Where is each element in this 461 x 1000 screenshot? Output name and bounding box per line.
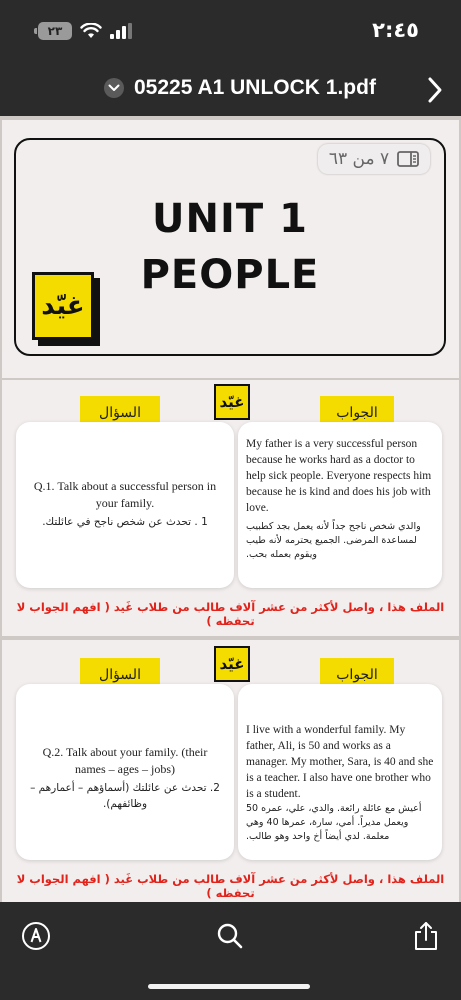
- brand-logo: غيّد: [214, 646, 250, 682]
- question-card: [16, 422, 234, 588]
- markup-button[interactable]: [16, 916, 56, 956]
- status-time: ٢:٤٥: [372, 18, 419, 42]
- answer-label: الجواب: [320, 396, 394, 430]
- notice-text: الملف هذا ، واصل لأكثر من عشر آلاف طالب من طلاب غَيد ( افهم الجواب لا تحفظه ): [16, 600, 445, 628]
- sidebar-icon: [397, 151, 419, 167]
- wifi-icon: [80, 23, 102, 39]
- document-title[interactable]: 05225 A1 UNLOCK 1.pdf: [134, 76, 376, 99]
- question-label: السؤال: [80, 396, 160, 430]
- answer-text-en: I live with a wonderful family. My father, Ali, is 50 and works as a manager. My mother, Sara, is 40 and she is a teacher. I also have one brother who is a student.: [246, 724, 434, 800]
- chevron-down-icon[interactable]: [104, 78, 124, 98]
- pdf-page-q2: [2, 640, 459, 902]
- answer-label: الجواب: [320, 658, 394, 692]
- markup-icon: [21, 921, 51, 951]
- chevron-right-icon: [427, 76, 443, 104]
- page-indicator[interactable]: [318, 144, 430, 174]
- title-bar: [0, 64, 461, 116]
- answer-text-ar: والدي شخص ناجح جداً لأنه يعمل بجد كطبيب لمساعدة المرضى. الجميع يحترمه لأنه طيب ويقوم بعمله بحب.: [246, 521, 421, 560]
- status-bar: [0, 0, 461, 64]
- answer-card: [238, 422, 442, 588]
- cover-frame: [14, 138, 446, 356]
- answer-text-ar: أعيش مع عائلة رائعة. والدي، علي، عمره 50 ويعمل مديراً. أمي، سارة، عمرها 40 وهي معلمة. لدي أيضاً أخ واحد وهو طالب.: [246, 803, 422, 842]
- unit-subtitle: PEOPLE: [140, 252, 320, 298]
- document-title-menu[interactable]: [104, 76, 376, 100]
- home-indicator[interactable]: [148, 984, 310, 989]
- question-text-ar: 2. تحدث عن عائلتك (أسماؤهم – أعمارهم – وظائفهم).: [30, 782, 220, 810]
- question-text-ar: 1 . تحدث عن شخص ناجح في عائلتك.: [42, 516, 208, 528]
- document-viewer[interactable]: [0, 116, 461, 902]
- battery-level: ٢٣: [47, 24, 63, 38]
- search-icon: [216, 922, 244, 950]
- pdf-page-cover: [2, 120, 459, 378]
- question-text-en: Q.1. Talk about a successful person in your family.: [33, 479, 217, 510]
- page-count-text: ٧ من ٦٣: [328, 149, 390, 169]
- search-button[interactable]: [210, 916, 250, 956]
- unit-title: UNIT 1: [152, 196, 308, 242]
- next-button[interactable]: [421, 72, 449, 108]
- answer-card: [238, 684, 442, 860]
- brand-logo: غيّد: [214, 384, 250, 420]
- question-text-en: Q.2. Talk about your family. (their names – ages – jobs): [42, 745, 208, 776]
- signal-icon: [110, 23, 132, 39]
- share-button[interactable]: [406, 916, 446, 956]
- battery-icon: [38, 22, 72, 40]
- notice-text: الملف هذا ، واصل لأكثر من عشر آلاف طالب من طلاب غَيد ( افهم الجواب لا تحفظه ): [16, 872, 445, 900]
- question-label: السؤال: [80, 658, 160, 692]
- status-indicators: [38, 22, 132, 40]
- answer-text-en: My father is a very successful person because he works hard as a doctor to help sick people. Everyone respects him because he is kind and does his job with love.: [246, 438, 432, 514]
- brand-logo: غيّد: [32, 272, 94, 340]
- share-icon: [413, 921, 439, 951]
- pdf-page-q1: [2, 380, 459, 636]
- question-card: [16, 684, 234, 860]
